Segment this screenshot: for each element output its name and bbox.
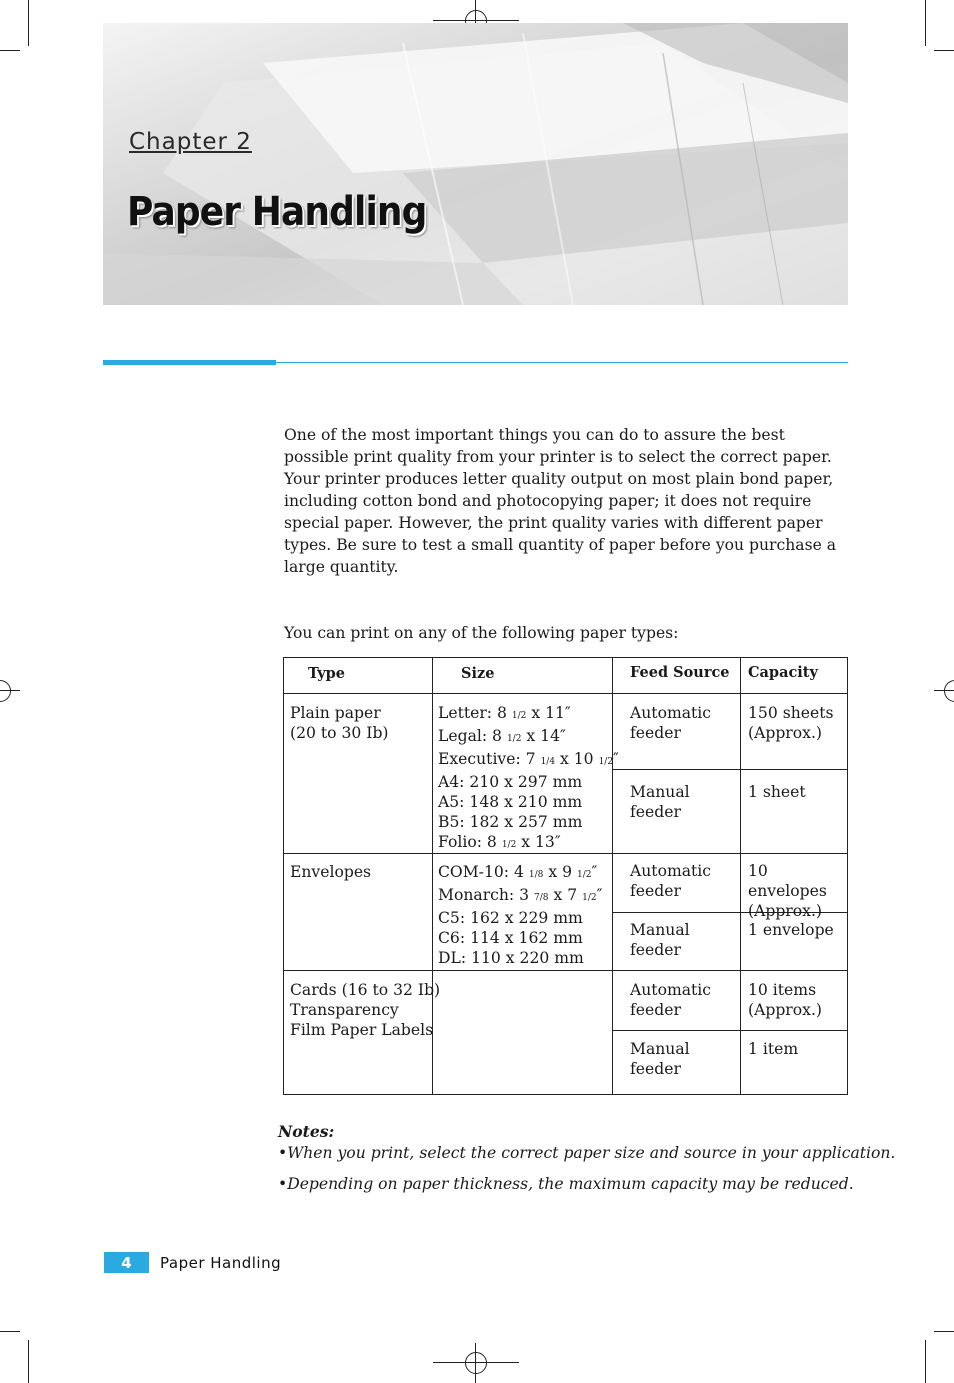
crop-mark [433, 1362, 519, 1363]
paper-size-line: C5: 162 x 229 mm [438, 909, 583, 927]
paper-types-table [283, 657, 848, 1095]
fraction: 7/8 [534, 893, 549, 903]
accent-rule [103, 360, 276, 365]
capacity-cell: 10 items (Approx.) [748, 981, 822, 1019]
crop-mark [934, 690, 954, 691]
paper-size-line: B5: 182 x 257 mm [438, 813, 583, 831]
feed-source-cell: Automatic feeder [630, 704, 712, 742]
crop-mark [475, 1343, 476, 1383]
capacity-cell: 1 sheet [748, 783, 806, 801]
table-column-divider [740, 658, 741, 1094]
table-row-divider [612, 769, 847, 770]
registration-mark [0, 680, 11, 702]
fraction: 1/2 [501, 840, 517, 850]
paper-size-line: Executive: 7 1/4 x 10 1/2″ [438, 750, 619, 768]
feed-source-cell: Manual feeder [630, 921, 690, 959]
paper-size-line: C6: 114 x 162 mm [438, 929, 583, 947]
table-row-divider [612, 1030, 847, 1031]
feed-source-cell: Automatic feeder [630, 862, 712, 900]
paper-size-line: A5: 148 x 210 mm [438, 793, 583, 811]
notes-title: Notes: [278, 1122, 335, 1141]
feed-source-cell: Manual feeder [630, 1040, 690, 1078]
fraction: 1/8 [528, 870, 544, 880]
paper-type-cell: Envelopes [290, 863, 372, 881]
registration-mark [944, 680, 954, 702]
table-row-divider [284, 970, 847, 971]
divider-rule [276, 362, 848, 363]
paper-size-line: DL: 110 x 220 mm [438, 949, 584, 967]
intro-paragraph: One of the most important things you can do to assure the best possible print quality from your printer is to select the correct paper. Your printer produces letter quality output on most plain bond paper, including cotton bond and photocopying paper; it does not require special paper. However, the print quality varies with different paper types. Be sure to test a small quantity of paper before you purchase a large quantity. [284, 426, 837, 576]
paper-type-cell: Cards (16 to 32 Ib) Transparency Film Paper Labels [290, 981, 441, 1039]
lead-sentence: You can print on any of the following paper types: [284, 624, 679, 642]
paper-size-line: Monarch: 3 7/8 x 7 1/2″ [438, 886, 603, 904]
header-size: Size [461, 665, 495, 682]
paper-size-line: Letter: 8 1/2 x 11″ [438, 704, 571, 722]
note-item: •When you print, select the correct paper size and source in your application. [278, 1144, 896, 1162]
paper-size-cell [438, 862, 602, 968]
fraction: 1/4 [540, 757, 556, 767]
registration-mark [465, 1352, 487, 1374]
fraction: 1/2 [511, 711, 527, 721]
fraction: 1/2 [506, 734, 522, 744]
crop-mark [28, 0, 29, 46]
capacity-cell: 1 envelope [748, 921, 834, 939]
printer-photo-illustration [103, 23, 848, 305]
chapter-banner [103, 23, 848, 305]
feed-source-cell: Automatic feeder [630, 981, 712, 1019]
paper-size-cell [438, 703, 619, 855]
table-row-divider [284, 693, 847, 694]
fraction: 1/2 [582, 893, 597, 903]
paper-size-line: COM-10: 4 1/8 x 9 1/2″ [438, 863, 598, 881]
crop-mark [934, 1331, 954, 1332]
header-type: Type [308, 665, 345, 682]
crop-mark [934, 50, 954, 51]
capacity-cell: 150 sheets (Approx.) [748, 704, 834, 742]
header-feed-source: Feed Source [630, 664, 730, 681]
capacity-cell: 10 envelopes (Approx.) [748, 862, 827, 920]
paper-type-cell: Plain paper (20 to 30 Ib) [290, 704, 389, 742]
capacity-cell: 1 item [748, 1040, 799, 1058]
paper-size-line: Legal: 8 1/2 x 14″ [438, 727, 566, 745]
feed-source-cell: Manual feeder [630, 783, 690, 821]
crop-mark [28, 1340, 29, 1383]
note-item: •Depending on paper thickness, the maximum capacity may be reduced. [278, 1175, 854, 1193]
header-capacity: Capacity [748, 664, 818, 681]
fraction: 1/2 [576, 870, 592, 880]
footer-section-title: Paper Handling [160, 1254, 282, 1272]
crop-mark [0, 1331, 20, 1332]
chapter-label: Chapter 2 [129, 129, 252, 155]
page-number: 4 [104, 1252, 149, 1273]
crop-mark [925, 0, 926, 46]
paper-size-line: Folio: 8 1/2 x 13″ [438, 833, 561, 851]
crop-mark [0, 50, 20, 51]
crop-mark [925, 1340, 926, 1383]
crop-mark [433, 20, 519, 21]
paper-size-line: A4: 210 x 297 mm [438, 773, 583, 791]
fraction: 1/2 [598, 757, 614, 767]
crop-mark [0, 690, 20, 691]
chapter-title: Paper Handling [127, 189, 427, 235]
